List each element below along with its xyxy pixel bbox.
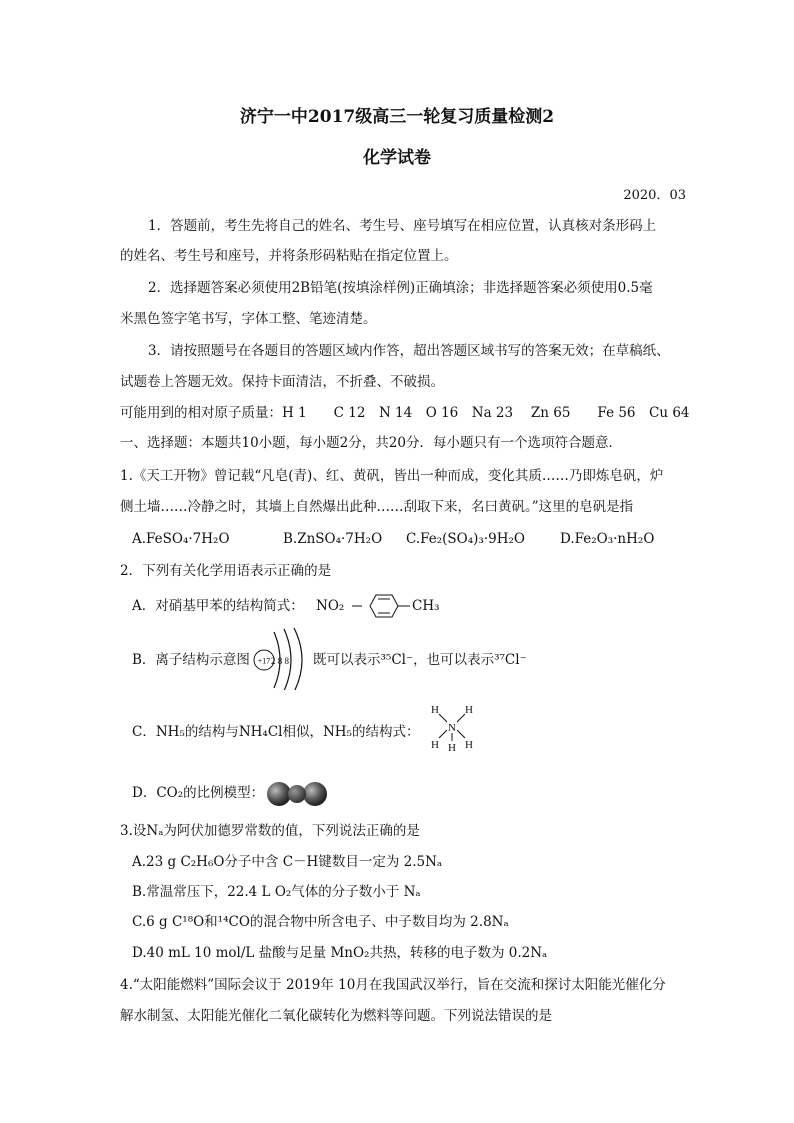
q3-option-c: C.6 g C¹⁸O和¹⁴CO的混合物中所含电子、中子数目均为 2.8Nₐ [132, 914, 509, 930]
section-heading: 一、选择题：本题共10小题，每小题2分，共20分．每小题只有一个选项符合题意． [120, 435, 622, 451]
q3-option-b: B.常温常压下，22.4 L O₂气体的分子数小于 Nₐ [132, 884, 421, 900]
q1-option-c: C.Fe₂(SO₄)₃·9H₂O [406, 531, 525, 547]
q1-option-b: B.ZnSO₄·7H₂O [283, 531, 383, 547]
q3-option-a: A.23 g C₂H₆O分子中含 C－H键数目一定为 2.5Nₐ [132, 854, 443, 870]
q4-stem-line-1: 4.“太阳能燃料”国际会议于 2019年 10月在我国武汉举行，旨在交流和探讨太阳能光催化分 [120, 977, 666, 993]
h-atom: H [431, 704, 439, 716]
q3-option-d: D.40 mL 10 mol/L 盐酸与足量 MnO₂共热，转移的电子数为 0.2Nₐ [132, 945, 548, 961]
q2-a-left-group: NO₂ [316, 598, 345, 614]
exam-date: 2020．03 [623, 188, 686, 203]
instruction-1-line-2: 的姓名、考生号和座号，并将条形码粘贴在指定位置上。 [120, 248, 458, 264]
exam-subtitle: 化学试卷 [363, 148, 431, 168]
h-atom: H [465, 739, 473, 751]
q1-stem-line-1: 1.《天工开物》曾记载“凡皂(青)、红、黄矾，皆出一种而成，变化其质……乃即炼皂矾，炉 [120, 468, 664, 484]
ion-nucleus-charge: +17 [257, 656, 271, 666]
instruction-1-line-1: 1．答题前，考生先将自己的姓名、考生号、座号填写在相应位置，认真核对条形码上 [148, 218, 657, 234]
h-atom: H [448, 742, 456, 752]
ion-structure-diagram [250, 626, 310, 690]
instruction-2-line-2: 米黑色签字笔书写，字体工整、笔迹清楚。 [120, 311, 377, 327]
h-atom: H [465, 704, 473, 716]
q1-option-a: A.FeSO₄·7H₂O [132, 531, 230, 547]
co2-space-filling-model [264, 780, 330, 808]
exam-title: 济宁一中2017级高三一轮复习质量检测2 [239, 107, 555, 127]
q2-option-d: D．CO₂的比例模型： [132, 785, 265, 801]
q2-option-b-text: 既可以表示³⁵Cl⁻，也可以表示³⁷Cl⁻ [313, 652, 527, 668]
q3-stem: 3.设Nₐ为阿伏加德罗常数的值，下列说法正确的是 [120, 823, 420, 839]
q2-a-right-group: CH₃ [412, 598, 440, 614]
instruction-2-line-1: 2．选择题答案必须使用2B铅笔(按填涂样例)正确填涂；非选择题答案必须使用0.5毫 [148, 280, 653, 296]
benzene-ring-diagram [352, 590, 412, 622]
atomic-masses: 可能用到的相对原子质量：H 1 C 12 N 14 O 16 Na 23 Zn 65 Fe 56 Cu 64 [120, 405, 690, 421]
n-atom: N [448, 722, 456, 734]
ion-electron-shells: 2 8 8 [271, 656, 289, 666]
q1-stem-line-2: 侧土墙……冷静之时，其墙上自然爆出此种……刮取下来，名曰黄矾。”这里的皂矾是指 [120, 499, 634, 515]
q1-option-d: D.Fe₂O₃·nH₂O [560, 531, 655, 547]
q2-option-b-prefix: B．离子结构示意图 [132, 652, 250, 668]
q4-stem-line-2: 解水制氢、太阳能光催化二氧化碳转化为燃料等问题。下列说法错误的是 [120, 1008, 552, 1024]
q2-option-a: A．对硝基甲苯的结构简式： [132, 598, 304, 614]
nh5-structure-diagram [424, 700, 484, 752]
q2-stem: 2．下列有关化学用语表示正确的是 [120, 563, 332, 579]
q2-option-c: C．NH₅的结构与NH₄Cl相似，NH₅的结构式： [132, 724, 420, 740]
instruction-3-line-1: 3．请按照题号在各题目的答题区域内作答，超出答题区域书写的答案无效；在草稿纸、 [148, 343, 670, 359]
instruction-3-line-2: 试题卷上答题无效。保持卡面清洁，不折叠、不破损。 [120, 374, 444, 390]
h-atom: H [431, 739, 439, 751]
